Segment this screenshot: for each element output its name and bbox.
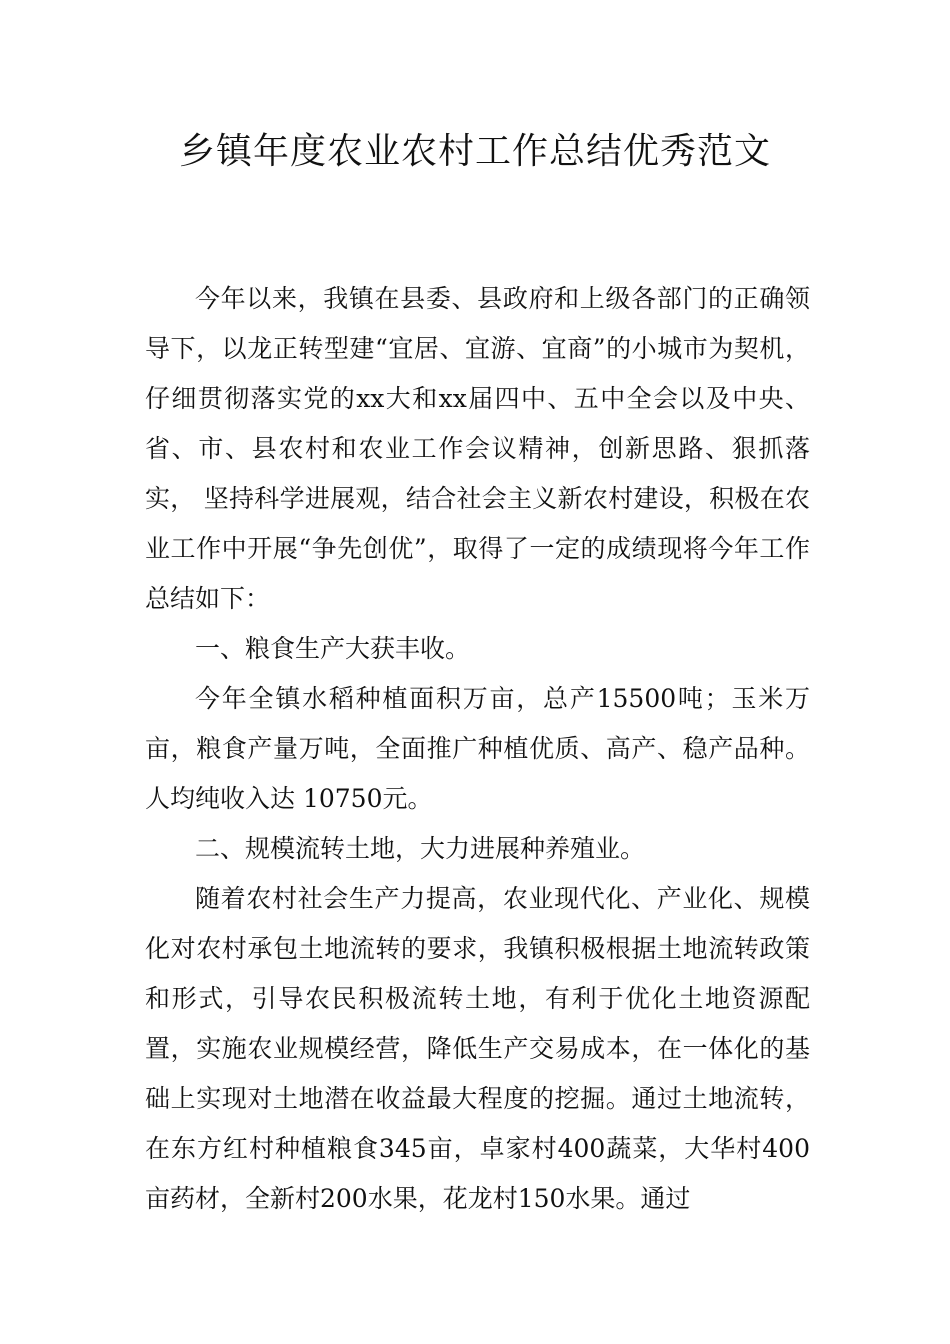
section-heading-grain: 一、粮食生产大获丰收。 xyxy=(195,634,471,663)
document-body xyxy=(145,274,810,1224)
document-title: 乡镇年度农业农村工作总结优秀范文 xyxy=(178,131,771,172)
paragraph-land: 随着农村社会生产力提高，农业现代化、产业化、规模化对农村承包土地流转的要求，我镇积极根据土地流转政策和形式，引导农民积极流转土地，有利于优化土地资源配置，实施农业规模经营，降低生产交易成本，在一体化的基础上实现对土地潜在收益最大程度的挖掘。通过土地流转，在东方红村种植粮食345亩，卓家村400蔬菜，大华村400亩药材，全新村200水果，花龙村150水果。通过 xyxy=(145,884,810,1213)
paragraph-intro: 今年以来，我镇在县委、县政府和上级各部门的正确领导下，以龙正转型建“宜居、宜游、宜商”的小城市为契机，仔细贯彻落实党的xx大和xx届四中、五中全会以及中央、省、市、县农村和农业工作会议精神，创新思路、狠抓落实， 坚持科学进展观，结合社会主义新农村建设，积极在农业工作中开展“争先创优”，取得了一定的成绩现将今年工作总结如下： xyxy=(145,284,810,613)
paragraph-grain: 今年全镇水稻种植面积万亩，总产15500吨；玉米万亩，粮食产量万吨，全面推广种植优质、高产、稳产品种。人均纯收入达 10750元。 xyxy=(145,684,810,813)
section-heading-land: 二、规模流转土地，大力进展种养殖业。 xyxy=(195,834,646,863)
